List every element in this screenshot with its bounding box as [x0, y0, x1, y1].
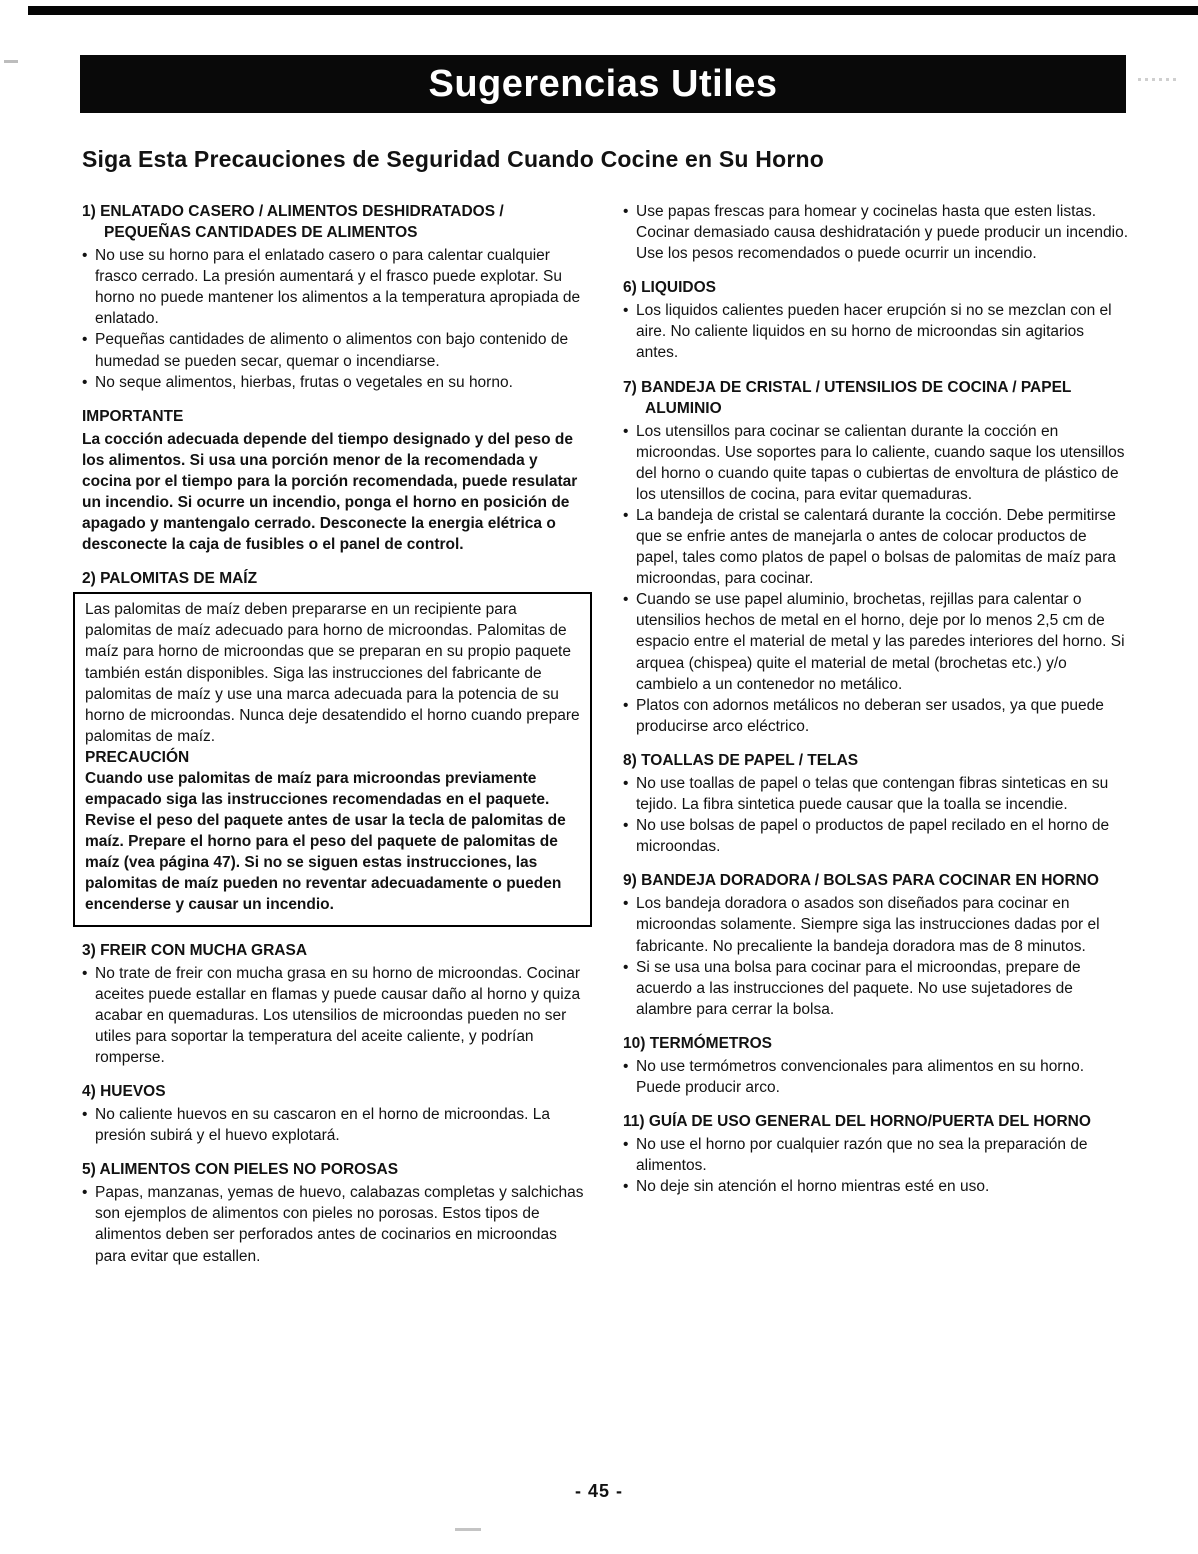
scan-top-strip [28, 6, 1198, 15]
bullet-text: No use su horno para el enlatado casero o para calentar cualquier frasco cerrado. La presión aumentará y el frasco puede explotar. Su horno no puede mantener los alimentos a la temperatura apropiada de enlatado. [95, 247, 581, 328]
bullet-text: Papas, manzanas, yemas de huevo, calabazas completas y salchichas son ejemplos de alimentos con pieles no porosas. Estos tipos de alimentos deben ser perforados antes de cocinarios en microondas para evitar que estallen. [95, 1184, 584, 1265]
bullet-text: Use papas frescas para homear y cocinelas hasta que esten listas. Cocinar demasiado causa deshidratación y puede producir un incendio. Use los pesos recomendados o puede ocurrir un incendio. [636, 203, 1129, 263]
bullet-icon: • [623, 422, 629, 440]
left-column [82, 201, 587, 1280]
bullet-icon: • [623, 1178, 629, 1196]
document-section [82, 568, 587, 926]
bullet-item [623, 957, 1128, 1020]
section-title: 9) BANDEJA DORADORA / BOLSAS PARA COCINAR EN HORNO [623, 872, 1099, 890]
bullet-text: Cuando se use papel aluminio, brochetas, rejillas para calentar o utensilios hechos de metal en el horno, deje por lo menos 2,5 cm de espacio entre el material de metal y las paredes interiores del horno. Si arquea (chispea) quite el material de metal (brochetas etc.) y/o cambielo a un contenedor no metálico. [636, 591, 1125, 693]
bullet-text: Los liquidos calientes pueden hacer erupción si no se mezclan con el aire. No caliente liquidos en su horno de microondas sin agitarios antes. [636, 302, 1112, 362]
bullet-text: Los bandeja doradora o asados son diseñados para cocinar en microondas solamente. Siempre siga las instrucciones dadas por el fabricante. No precaliente la bandeja doradora mas de 8 minutos. [636, 895, 1100, 955]
bullet-icon: • [623, 817, 629, 835]
bullet-item [623, 421, 1128, 505]
document-section [623, 377, 1128, 737]
bullet-text: Si se usa una bolsa para cocinar para el microondas, prepare de acuerdo a las instrucciones del paquete. No use sujetadores de alambre para cerrar la bolsa. [636, 958, 1081, 1018]
document-section [82, 1081, 587, 1146]
bullet-item [623, 1134, 1128, 1176]
bullet-icon: • [623, 958, 629, 976]
paragraph: Las palomitas de maíz deben prepararse en un recipiente para palomitas de maíz adecuado para horno de microondas. Palomitas de maíz para horno de microondas que se preparan en su propio paquete también están disponibles. Siga las instrucciones del fabricante de palomitas de maíz y use una marca adecuada para la potencia de su horno de microondas. Nunca deje desatendido el horno cuando prepare palomitas de maíz. [85, 601, 580, 745]
section-title: 1) ENLATADO CASERO / ALIMENTOS DESHIDRATADOS / PEQUEÑAS CANTIDADES DE ALIMENTOS [82, 203, 504, 242]
bullet-icon: • [82, 1184, 88, 1202]
bullet-text: Los utensillos para cocinar se calientan durante la cocción en microondas. Use soportes para lo caliente, cuando saque los utensillos del horno o cuando quite tapas o cubiertas de envoltura de plástico de los utensillos de cocina, para evitar quemaduras. [636, 422, 1125, 503]
document-section [623, 201, 1128, 264]
document-section [623, 277, 1128, 363]
safety-heading: Siga Esta Precauciones de Seguridad Cuando Cocine en Su Horno [82, 146, 824, 172]
document-section [623, 870, 1128, 1020]
bullet-item [82, 245, 587, 329]
bullet-item [623, 589, 1128, 694]
section-title: 2) PALOMITAS DE MAÍZ [82, 570, 258, 588]
bullet-icon: • [82, 964, 88, 982]
section-title: 11) GUÍA DE USO GENERAL DEL HORNO/PUERTA DEL HORNO [623, 1113, 1091, 1131]
section-title: 3) FREIR CON MUCHA GRASA [82, 941, 308, 959]
bullet-item [623, 505, 1128, 589]
bullet-text: No use termómetros convencionales para alimentos en su horno. Puede producir arco. [636, 1057, 1085, 1096]
bullet-text: No deje sin atención el horno mientras esté en uso. [636, 1178, 990, 1196]
section-title: 5) ALIMENTOS CON PIELES NO POROSAS [82, 1161, 399, 1179]
caution-subheading: PRECAUCIÓN [85, 748, 190, 766]
bullet-text: La bandeja de cristal se calentará durante la cocción. Debe permitirse que se enfrie antes de manejarla o antes de colocar productos de papel, tales como platos de papel o bolsas de palomitas de maíz para microondas, para cocinar. [636, 507, 1116, 588]
bullet-text: No use toallas de papel o telas que contengan fibras sinteticas en su tejido. La fibra sintetica puede causar que la toalla se incendie. [636, 774, 1109, 814]
bullet-item [623, 893, 1128, 956]
two-column-layout [82, 201, 1128, 1280]
section-title: 7) BANDEJA DE CRISTAL / UTENSILIOS DE COCINA / PAPEL ALUMINIO [623, 378, 1072, 417]
document-section [82, 201, 587, 393]
bullet-icon: • [623, 203, 629, 220]
bullet-text: No use bolsas de papel o productos de papel recilado en el horno de microondas. [636, 817, 1110, 856]
bullet-item [623, 773, 1128, 815]
bullet-icon: • [82, 373, 88, 391]
document-section [82, 1159, 587, 1266]
bullet-icon: • [623, 895, 629, 913]
document-section [623, 1111, 1128, 1197]
bullet-text: No seque alimentos, hierbas, frutas o vegetales en su horno. [95, 373, 513, 391]
bullet-text: No caliente huevos en su cascaron en el horno de microondas. La presión subirá y el huevo explotará. [95, 1106, 550, 1145]
bullet-icon: • [82, 331, 88, 349]
section-title: 4) HUEVOS [82, 1082, 166, 1100]
page-title-bar [80, 55, 1126, 113]
bullet-text: Platos con adornos metálicos no deberan ser usados, ya que puede producirse arco eléctrico. [636, 696, 1104, 735]
bullet-text: No trate de freir con mucha grasa en su horno de microondas. Cocinar aceites puede estallar en flamas y puede causar daño al horno y quiza acabar en quemaduras. Los utensilios de microondas pueden no ser utiles para soportar la temperatura del aceite caliente, y podrían romperse. [95, 964, 581, 1066]
section-title: 10) TERMÓMETROS [623, 1034, 772, 1052]
bullet-item [623, 1176, 1128, 1197]
bullet-icon: • [623, 302, 629, 320]
bullet-item [623, 300, 1128, 363]
scan-artifact [455, 1528, 481, 1531]
document-section [82, 406, 587, 556]
bullet-item [82, 1182, 587, 1266]
bullet-item [82, 1104, 587, 1146]
document-section [623, 1033, 1128, 1098]
bullet-item [82, 329, 587, 371]
bullet-icon: • [623, 1057, 629, 1075]
bullet-icon: • [623, 591, 629, 609]
bullet-icon: • [82, 247, 88, 265]
page-title: Sugerencias Utiles [428, 62, 778, 105]
section-title: 8) TOALLAS DE PAPEL / TELAS [623, 751, 859, 769]
bullet-item [623, 695, 1128, 737]
bullet-item [623, 201, 1128, 264]
right-column [623, 201, 1128, 1280]
bullet-text: Pequeñas cantidades de alimento o alimentos con bajo contenido de humedad se pueden secar, quemar o incendiarse. [95, 331, 569, 370]
bullet-icon: • [623, 774, 629, 792]
scan-artifact [4, 60, 18, 63]
bullet-item [623, 1056, 1128, 1098]
section-title: IMPORTANTE [82, 407, 184, 425]
bullet-item [82, 372, 587, 393]
bullet-icon: • [82, 1106, 88, 1124]
document-section [623, 750, 1128, 857]
bullet-item [623, 815, 1128, 857]
bold-paragraph: Cuando use palomitas de maíz para microondas previamente empacado siga las instrucciones recomendadas en el paquete. Revise el peso del paquete antes de usar la tecla de palomitas de maíz. Prepare el horno para el peso del paquete de palomitas de maíz (vea página 47). Si no se siguen estas instrucciones, las palomitas de maíz pueden no reventar adecuadamente o pueden encenderse y causar un incendio. [85, 769, 566, 914]
document-section [82, 940, 587, 1068]
document-body [82, 146, 1128, 1280]
section-title: 6) LIQUIDOS [623, 279, 717, 297]
bullet-icon: • [623, 696, 629, 714]
page-number: - 45 - [574, 1481, 623, 1501]
scan-artifact [1138, 78, 1178, 81]
warning-box [73, 592, 592, 926]
bullet-icon: • [623, 507, 629, 525]
bullet-item [82, 963, 587, 1068]
bullet-text: No use el horno por cualquier razón que no sea la preparación de alimentos. [636, 1136, 1088, 1175]
bullet-icon: • [623, 1136, 629, 1154]
bold-paragraph: La cocción adecuada depende del tiempo designado y del peso de los alimentos. Si usa una porción menor de la recomendada y cocina por el tiempo para la porción recomendada, puede resulatar un incendio. Si ocurre un incendio, ponga el horno en posición de apagado y mantengalo cerrado. Desconecte la energia elétrica o desconecte la caja de fusibles o el panel de control. [82, 430, 578, 554]
